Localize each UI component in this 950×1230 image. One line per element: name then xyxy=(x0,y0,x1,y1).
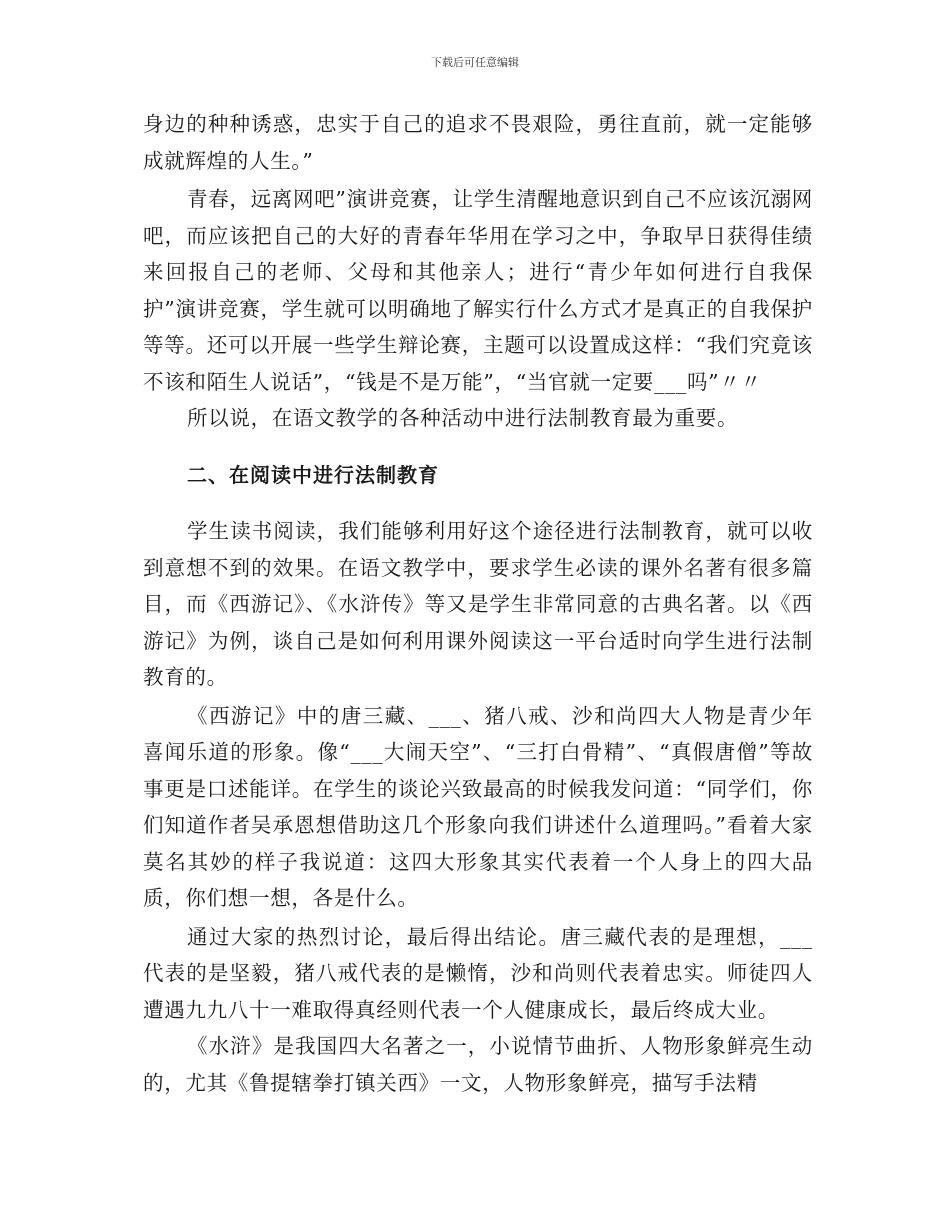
document-body xyxy=(143,106,813,1101)
paragraph-conclusion: 所以说，在语文教学的各种活动中进行法制教育最为重要。 xyxy=(187,406,739,430)
section-heading: 二、在阅读中进行法制教育 xyxy=(187,462,439,487)
paragraph-journey-west: 《西游记》中的唐三藏、___、猪八戒、沙和尚四大人物是青少年喜闻乐道的形象。像“___大闹天空”、“三打白骨精”、“真假唐僧”等故事更是口述能详。在学生的谈论兴致最高的时候我发问道：“同学们，你们知道作者吴承恩想借助这几个形象向我们讲述什么道理吗。”看着大家莫名其妙的样子我说道：这四大形象其实代表着一个人身上的四大品质，你们想一想，各是什么。 xyxy=(143,703,813,910)
paragraph-discussion-result: 通过大家的热烈讨论，最后得出结论。唐三藏代表的是理想，___代表的是坚毅，猪八戒代表的是懒惰，沙和尚则代表着忠实。师徒四人遭遇九九八十一难取得真经则代表一个人健康成长，最后终成大业。 xyxy=(143,924,813,1022)
page-header: 下载后可任意编辑 xyxy=(431,56,519,69)
paragraph-continuation: 身边的种种诱惑，忠实于自己的追求不畏艰险，勇往直前，就一定能够成就辉煌的人生。” xyxy=(143,112,813,173)
paragraph-water-margin: 《水浒》是我国四大名著之一，小说情节曲折、人物形象鲜亮生动的，尤其《鲁提辖拳打镇关西》一文，人物形象鲜亮，描写手法精 xyxy=(143,1034,813,1095)
paragraph-speech-contest: 青春，远离网吧”演讲竞赛，让学生清醒地意识到自己不应该沉溺网吧，而应该把自己的大好的青春年华用在学习之中，争取早日获得佳绩来回报自己的老师、父母和其他亲人；进行“青少年如何进行自我保护”演讲竞赛，学生就可以明确地了解实行什么方式才是真正的自我保护等等。还可以开展一些学生辩论赛，主题可以设置成这样：“我们究竟该不该和陌生人说话”，“钱是不是万能”，“当官就一定要___吗”〃〃 xyxy=(143,187,813,394)
paragraph-reading-intro: 学生读书阅读，我们能够利用好这个途径进行法制教育，就可以收到意想不到的效果。在语文教学中，要求学生必读的课外名著有很多篇目，而《西游记》、《水浒传》等又是学生非常同意的古典名著。以《西游记》为例，谈自己是如何利用课外阅读这一平台适时向学生进行法制教育的。 xyxy=(143,519,813,689)
